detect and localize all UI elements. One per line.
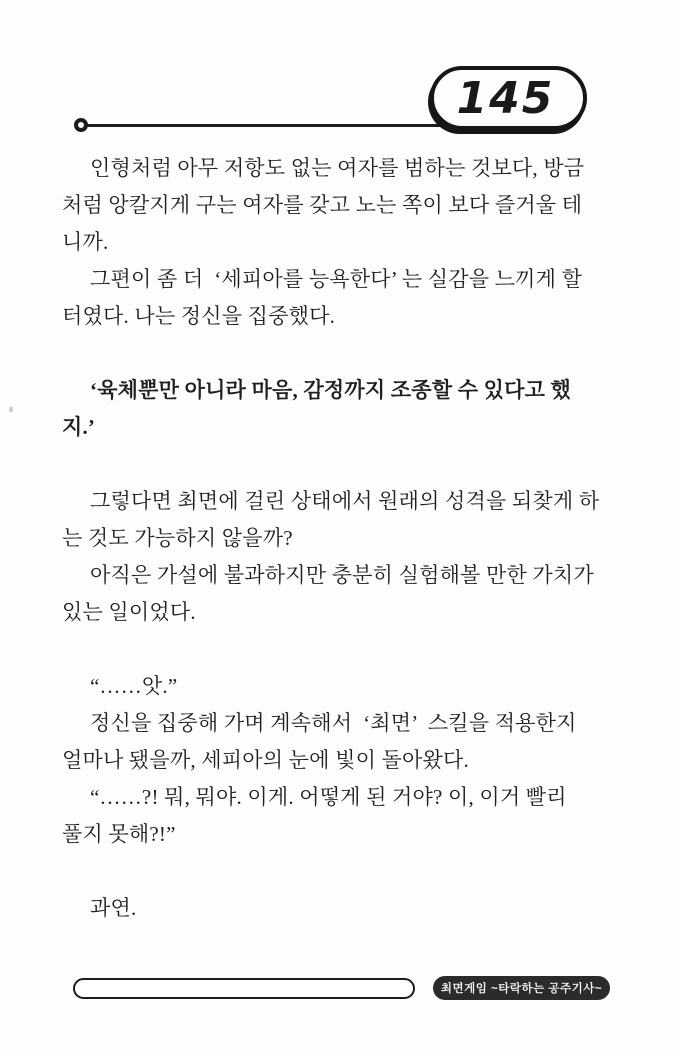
text-line: 과연. (90, 896, 137, 920)
text-line: “……앗.” (90, 674, 178, 698)
paragraph (62, 261, 618, 335)
footer-empty-pill (73, 978, 415, 999)
header-rule-line (85, 124, 447, 127)
paragraph (62, 705, 618, 779)
paragraph (62, 890, 618, 927)
text-line: 는 것도 가능하지 않을까? (62, 526, 293, 550)
page-number: 145 (456, 72, 555, 124)
paragraph-dialogue (62, 668, 618, 705)
text-line: 정신을 집중해 가며 계속해서 ‘최면’ 스킬을 적용한지 (90, 711, 577, 735)
text-line: 지.’ (62, 415, 96, 439)
text-line: 인형처럼 아무 저항도 없는 여자를 범하는 것보다, 방금 (90, 156, 585, 180)
text-line: 얼마나 됐을까, 세피아의 눈에 빛이 돌아왔다. (62, 748, 469, 772)
text-line: 있는 일이었다. (62, 600, 196, 624)
scan-speck (9, 407, 13, 412)
text-line: ‘육체뿐만 아니라 마음, 감정까지 조종할 수 있다고 했 (90, 378, 571, 402)
text-line: 처럼 앙칼지게 구는 여자를 갖고 노는 쪽이 보다 즐거울 테 (62, 193, 583, 217)
text-line: 그렇다면 최면에 걸린 상태에서 원래의 성격을 되찾게 하 (90, 489, 600, 513)
footer-series-pill (433, 976, 610, 1000)
paragraph (62, 557, 618, 631)
paragraph (62, 150, 618, 261)
text-line: 풀지 못해?!” (62, 822, 176, 846)
text-line: 니까. (62, 230, 109, 254)
text-line: 터였다. 나는 정신을 집중했다. (62, 304, 336, 328)
page-number-badge (430, 66, 587, 130)
text-line: 아직은 가설에 불과하지만 충분히 실험해볼 만한 가치가 (90, 563, 594, 587)
paragraph-dialogue (62, 779, 618, 853)
footer-series-title: 최면게임 ~타락하는 공주기사~ (440, 983, 603, 995)
paragraph (62, 483, 618, 557)
text-line: “……?! 뭐, 뭐야. 이게. 어떻게 된 거야? 이, 이거 빨리 (90, 785, 567, 809)
text-line: 그편이 좀 더 ‘세피아를 능욕한다’ 는 실감을 느끼게 할 (90, 267, 583, 291)
paragraph-inner-monologue (62, 372, 618, 446)
body-text (62, 150, 618, 927)
